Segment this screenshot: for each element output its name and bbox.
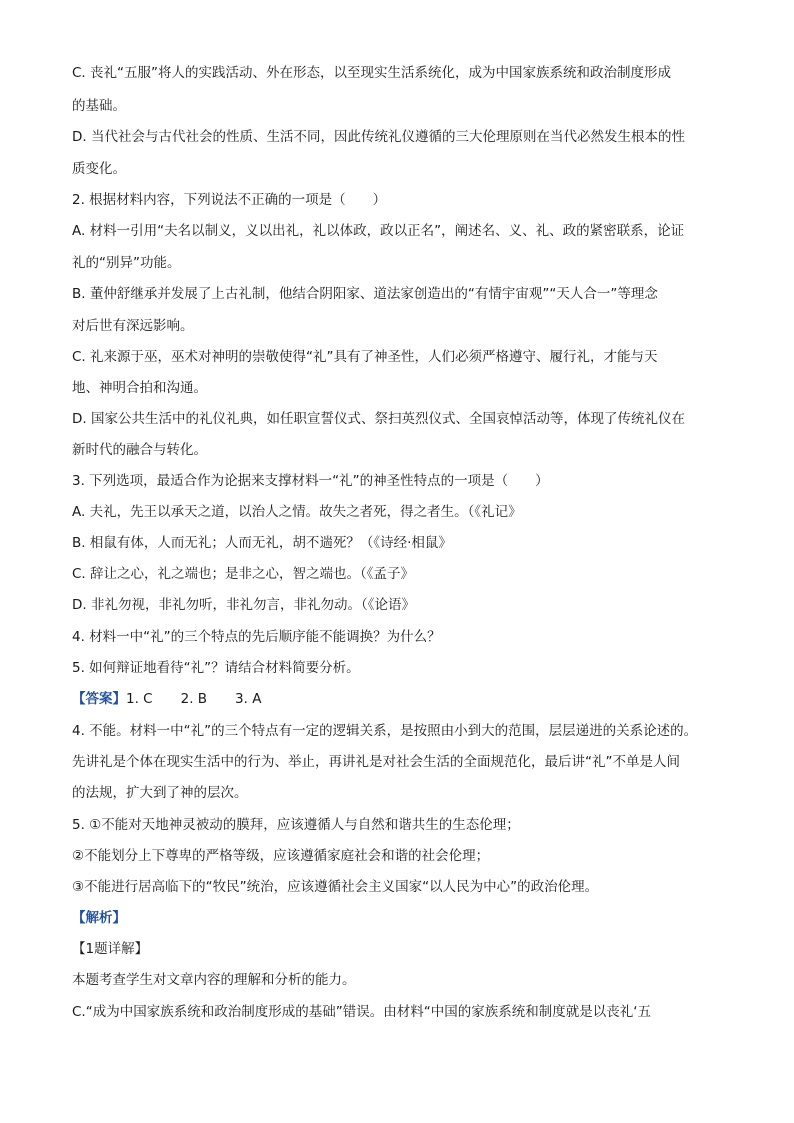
q3-option-a: A. 夫礼，先王以承天之道，以治人之情。故失之者死，得之者生。（《礼记》 [72, 504, 522, 520]
q1-option-c-line1: C. 丧礼“五服”将人的实践活动、外在形态，以至现实生活系统化，成为中国家族系统和政治制度形成 [72, 65, 671, 81]
q1-option-d-line1: D. 当代社会与古代社会的性质、生活不同，因此传统礼仪遵循的三大伦理原则在当代必然发生根本的性 [72, 129, 685, 145]
answer-5-line1: 5. ①不能对天地神灵被动的膜拜，应该遵循人与自然和谐共生的生态伦理； [72, 817, 520, 833]
answer-label: 【答案】 [72, 691, 126, 707]
answer-1: 1. C [126, 691, 153, 707]
answer-4-line2: 先讲礼是个体在现实生活中的行为、举止，再讲礼是对社会生活的全面规范化，最后讲“礼”不单是人间 [72, 754, 680, 770]
answer-2: 2. B [180, 691, 208, 707]
q3-option-c: C. 辞让之心，礼之端也；是非之心，智之端也。（《孟子》 [72, 566, 415, 582]
answer-3: 3. A [235, 691, 262, 707]
q2-option-a-line1: A. 材料一引用“夫名以制义，义以出礼，礼以体政，政以正名”，阐述名、义、礼、政的紧密联系，论证 [72, 223, 685, 239]
q2-option-d-line1: D. 国家公共生活中的礼仪礼典，如任职宣誓仪式、祭扫英烈仪式、全国哀悼活动等，体现了传统礼仪在 [72, 411, 685, 427]
q2-stem: 2. 根据材料内容，下列说法不正确的一项是（ ） [72, 192, 387, 208]
q2-option-b-line1: B. 董仲舒继承并发展了上古礼制，他结合阴阳家、道法家创造出的“有情宇宙观”“天人合一”等理念 [72, 286, 658, 302]
detail-heading: 【1题详解】 [72, 941, 149, 957]
analysis-label: 【解析】 [72, 910, 126, 926]
answer-4-line1: 4. 不能。材料一中“礼”的三个特点有一定的逻辑关系，是按照由小到大的范围，层层递进的关系论述的。 [72, 723, 698, 739]
analysis-line1: 本题考查学生对文章内容的理解和分析的能力。 [72, 972, 356, 988]
q5-stem: 5. 如何辩证地看待“礼”？请结合材料简要分析。 [72, 660, 360, 676]
answer-row [72, 689, 261, 709]
q3-option-b: B. 相鼠有体，人而无礼；人而无礼，胡不遄死？（《诗经·相鼠》 [72, 535, 452, 551]
q2-option-c-line2: 地、神明合拍和沟通。 [72, 380, 207, 396]
answer-5-line3: ③不能进行居高临下的“牧民”统治，应该遵循社会主义国家“以人民为中心”的政治伦理。 [72, 879, 599, 895]
q1-option-d-line2: 质变化。 [72, 161, 126, 177]
answer-5-line2: ②不能划分上下尊卑的严格等级，应该遵循家庭社会和谐的社会伦理； [72, 848, 490, 864]
q4-stem: 4. 材料一中“礼”的三个特点的先后顺序能不能调换？为什么？ [72, 629, 441, 645]
answer-4-line3: 的法规，扩大到了神的层次。 [72, 785, 248, 801]
analysis-line2: C.“成为中国家族系统和政治制度形成的基础”错误。由材料“中国的家族系统和制度就是以丧礼‘五 [72, 1004, 651, 1020]
q3-stem: 3. 下列选项，最适合作为论据来支撑材料一“礼”的神圣性特点的一项是（ ） [72, 473, 549, 489]
q2-option-a-line2: 礼的“别异”功能。 [72, 255, 181, 271]
q2-option-c-line1: C. 礼来源于巫，巫术对神明的崇敬使得“礼”具有了神圣性，人们必须严格遵守、履行礼，才能与天 [72, 349, 658, 365]
q3-option-d: D. 非礼勿视，非礼勿听，非礼勿言，非礼勿动。（《论语》 [72, 597, 415, 613]
q1-option-c-line2: 的基础。 [72, 98, 126, 114]
q2-option-b-line2: 对后世有深远影响。 [72, 318, 194, 334]
q2-option-d-line2: 新时代的融合与转化。 [72, 442, 207, 458]
